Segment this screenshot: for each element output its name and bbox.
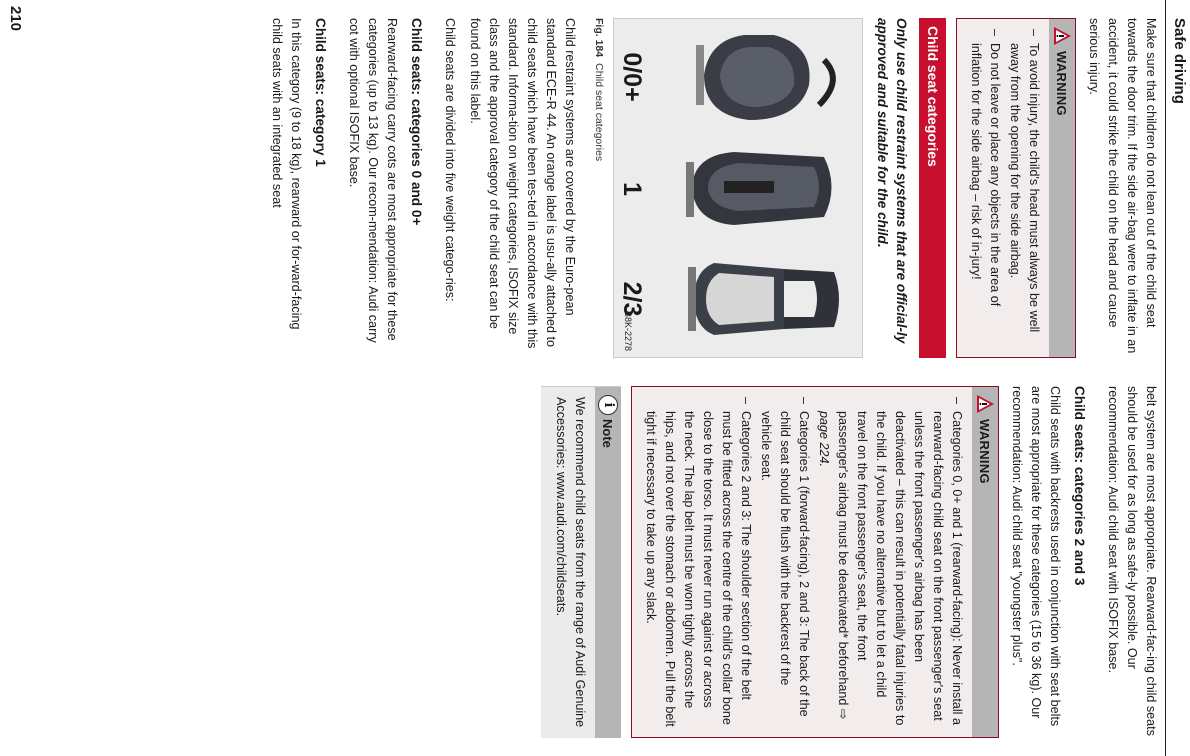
warning-item: – Do not leave or place any objects in the area of inflation for the side airbag – risk of in-jury! bbox=[969, 29, 1002, 307]
warning-title: WARNING bbox=[977, 419, 992, 484]
warning-header bbox=[1049, 19, 1075, 357]
warning-box-categories bbox=[631, 386, 999, 738]
warning-item: – Categories 2 and 3: The shoulder section of the belt must be fitted across the centre of the child's collar bone close to the torso. It must never run against or across the neck. The lap belt must be worn tightly across the hips, and not over the stomach or abdomen. Pull the belt tight if necessary to take up any slack. bbox=[644, 397, 753, 727]
warning-title: WARNING bbox=[1054, 51, 1069, 116]
category-1-seat-illustration bbox=[679, 137, 844, 241]
categories-2-3-text: Child seats with backrests used in conjunction with seat belts are most appropriate for these categories (15 to 36 kg). Our recommendation: Audi child seat "youngster plus". bbox=[1010, 386, 1062, 727]
note-title: Note bbox=[600, 419, 615, 448]
warning-triangle-icon bbox=[975, 394, 995, 414]
note-body: We recommend child seats from the range of Audi Genuine Accessories: www.audi.com/childseats. bbox=[554, 397, 587, 728]
seat-label-0-0plus: 0/0+ bbox=[618, 52, 646, 102]
categories-0-text: Rearward-facing carry cots are most appropriate for these categories (up to 13 kg). Our recom-mendation: Audi carry cot with optional ISOFIX base. bbox=[347, 18, 399, 343]
warning-header bbox=[972, 387, 998, 737]
warning-triangle-icon bbox=[1052, 26, 1072, 46]
lead-text: Only use child restraint systems that are official-ly approved and suitable for the child. bbox=[875, 18, 909, 344]
figure-caption-text: Child seat categories bbox=[593, 63, 605, 162]
warning-body bbox=[957, 19, 1049, 357]
warning-item: – To avoid injury, the child's head must always be well away from the opening for the side airbag. bbox=[1008, 29, 1041, 333]
intro-paragraph: Make sure that children do not lean out of the child seat towards the door trim. If the side air-bag were to inflate in an accident, it could strike the child on the head and cause serious injury. bbox=[1087, 18, 1158, 354]
info-icon: i bbox=[598, 395, 618, 415]
child-seat-figure bbox=[613, 18, 863, 358]
seat-label-1: 1 bbox=[618, 182, 646, 196]
figure-number: Fig. 184 bbox=[593, 18, 605, 58]
section-heading: Child seat categories bbox=[919, 18, 946, 358]
page-header bbox=[1165, 0, 1190, 756]
warning-item: – Categories 0, 0+ and 1 (rearward-facing): Never install a rearward-facing child seat on the front passenger's seat unless the front passenger's airbag has been deactivated – this can result in potentially fatal injuries to the child. If you have no alternative but to let a child travel on the front passenger's seat, the front passenger's airbag must be deactivated* beforehand ⇨ page 224. bbox=[817, 397, 964, 726]
ece-paragraph: Child restraint systems are covered by the Euro-pean standard ECE-R 44. An orange label is usu-ally attached to child seats which have been tes-ted in accordance with this standard. Informa-tion on weight categories, ISOFIX size class and the approval category of the child seat can be found on this label. bbox=[468, 18, 577, 349]
seat-label-2-3: 2/3 bbox=[618, 281, 646, 317]
subheading-categories-2-3: Child seats: categories 2 and 3 bbox=[1072, 386, 1087, 586]
category-2-3-seat-illustration bbox=[679, 247, 844, 351]
warning-box-side-airbag bbox=[956, 18, 1076, 358]
warning-item: – Categories 1 (forward-facing), 2 and 3: The back of the child seat should be flush with the backrest of the vehicle seat. bbox=[759, 397, 811, 717]
page-reference-link[interactable]: page 224. bbox=[817, 411, 831, 468]
carry-cot-illustration bbox=[679, 25, 844, 129]
subheading-categories-0: Child seats: categories 0 and 0+ bbox=[409, 18, 424, 226]
figure-caption bbox=[589, 18, 608, 358]
page-title: Safe driving bbox=[1171, 18, 1188, 104]
warning-body bbox=[632, 387, 972, 737]
categories-paragraph: Child seats are divided into five weight catego-ries: bbox=[443, 18, 457, 302]
right-column bbox=[531, 386, 1160, 738]
page-number: 210 bbox=[7, 6, 24, 32]
note-box bbox=[541, 386, 621, 738]
subheading-category-1: Child seats: category 1 bbox=[313, 18, 328, 167]
figure-code: B8K-2278 bbox=[623, 310, 633, 351]
note-header bbox=[595, 387, 621, 738]
left-column bbox=[261, 18, 1160, 358]
continued-paragraph: belt system are most appropriate. Rearward-fac-ing child seats should be used for as long as safe-ly possible. Our recommendation: Audi child seat with ISOFIX base. bbox=[1106, 386, 1158, 736]
category-1-text: In this category (9 to 18 kg), rearward or for-ward-facing child seats with an integrated seat bbox=[270, 18, 303, 330]
